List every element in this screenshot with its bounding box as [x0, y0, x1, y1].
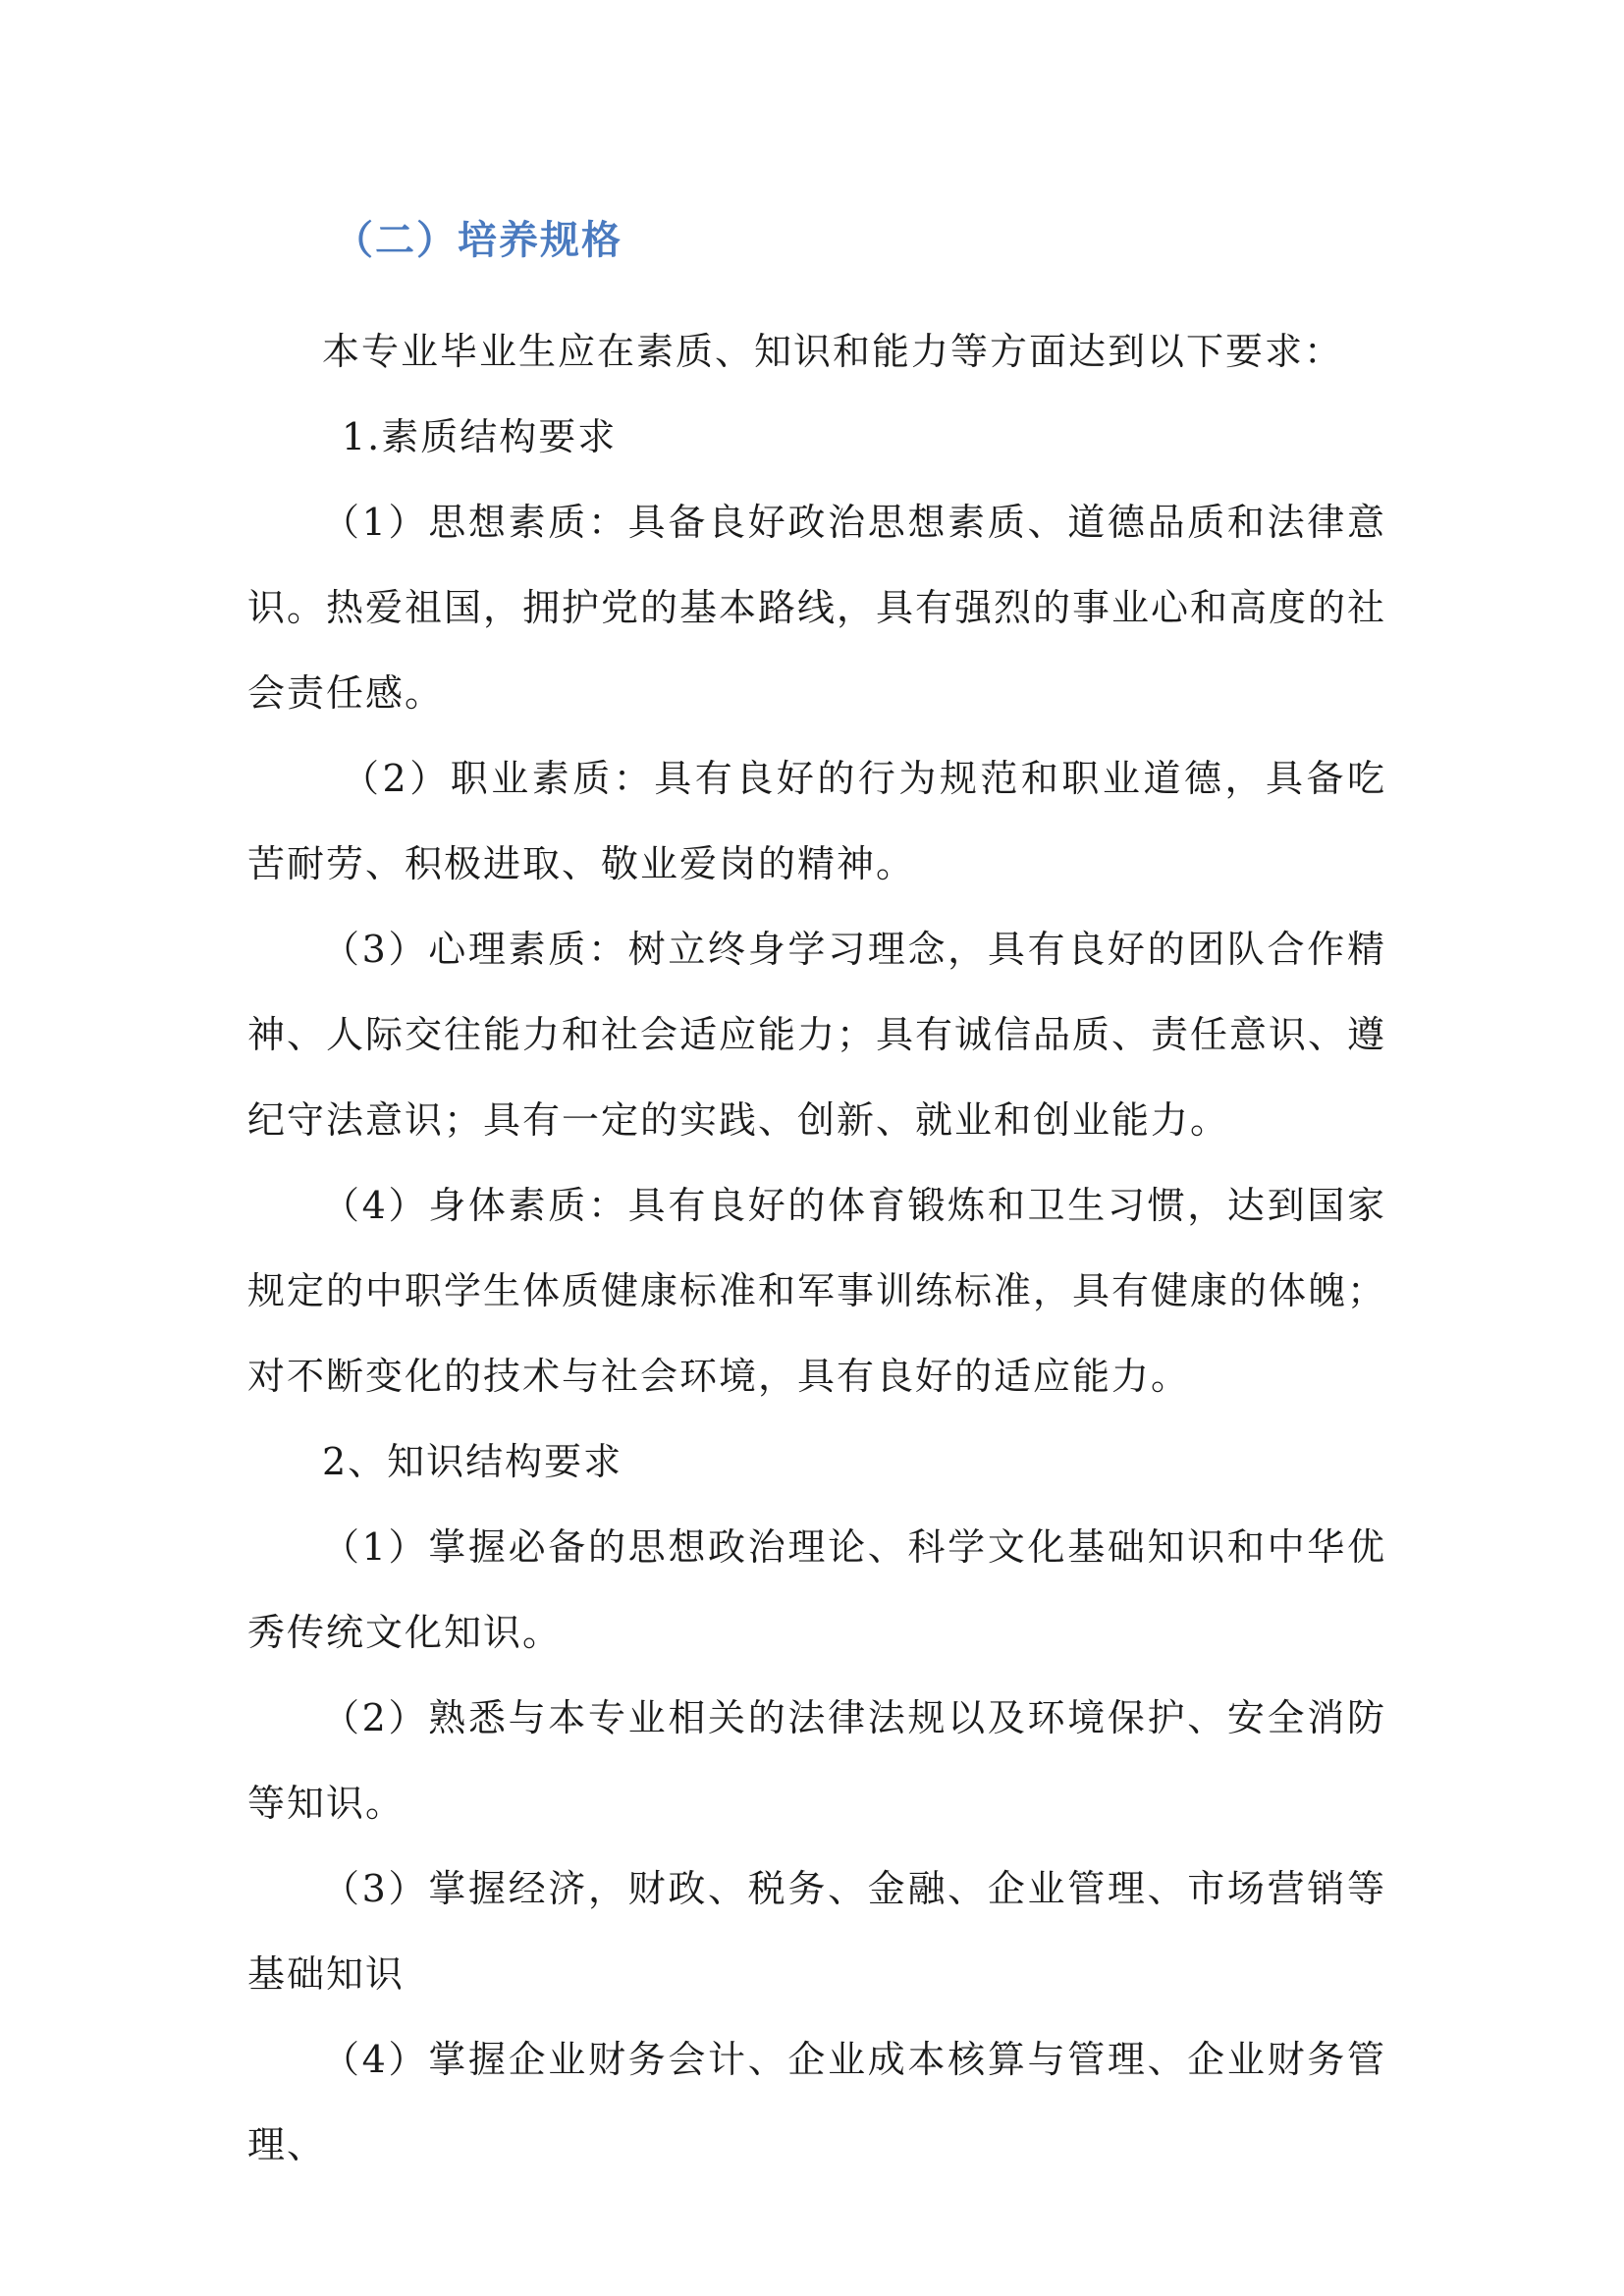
section1-title: 1.素质结构要求 [342, 415, 618, 458]
intro-paragraph: 本专业毕业生应在素质、知识和能力等方面达到以下要求： [322, 330, 1344, 373]
s1-item-3: （3）心理素质：树立终身学习理念，具有良好的团队合作精神、人际交往能力和社会适应能力；具有诚信品质、责任意识、遵纪守法意识；具有一定的实践、创新、就业和创业能力。 [247, 928, 1387, 1142]
s2-item-3: （3）掌握经济，财政、税务、金融、企业管理、市场营销等基础知识 [247, 1867, 1386, 1996]
s2-item-4: （4）掌握企业财务会计、企业成本核算与管理、企业财务管理、 [247, 2038, 1386, 2166]
document-body [247, 211, 1386, 2188]
section2-title: 2、知识结构要求 [322, 1440, 623, 1483]
s1-item-4: （4）身体素质：具有良好的体育锻炼和卫生习惯，达到国家规定的中职学生体质健康标准和军事训练标准，具有健康的体魄；对不断变化的技术与社会环境，具有良好的适应能力。 [247, 1184, 1387, 1398]
s2-item-1: （1）掌握必备的思想政治理论、科学文化基础知识和中华优秀传统文化知识。 [247, 1525, 1386, 1654]
s1-item-2: （2）职业素质：具有良好的行为规范和职业道德，具备吃苦耐劳、积极进取、敬业爱岗的精神。 [247, 757, 1386, 885]
section-heading: （二）培养规格 [334, 218, 623, 263]
s1-item-1: （1）思想素质：具备良好政治思想素质、道德品质和法律意识。热爱祖国，拥护党的基本路线，具有强烈的事业心和高度的社会责任感。 [247, 501, 1387, 715]
s2-item-2: （2）熟悉与本专业相关的法律法规以及环境保护、安全消防等知识。 [247, 1696, 1386, 1825]
